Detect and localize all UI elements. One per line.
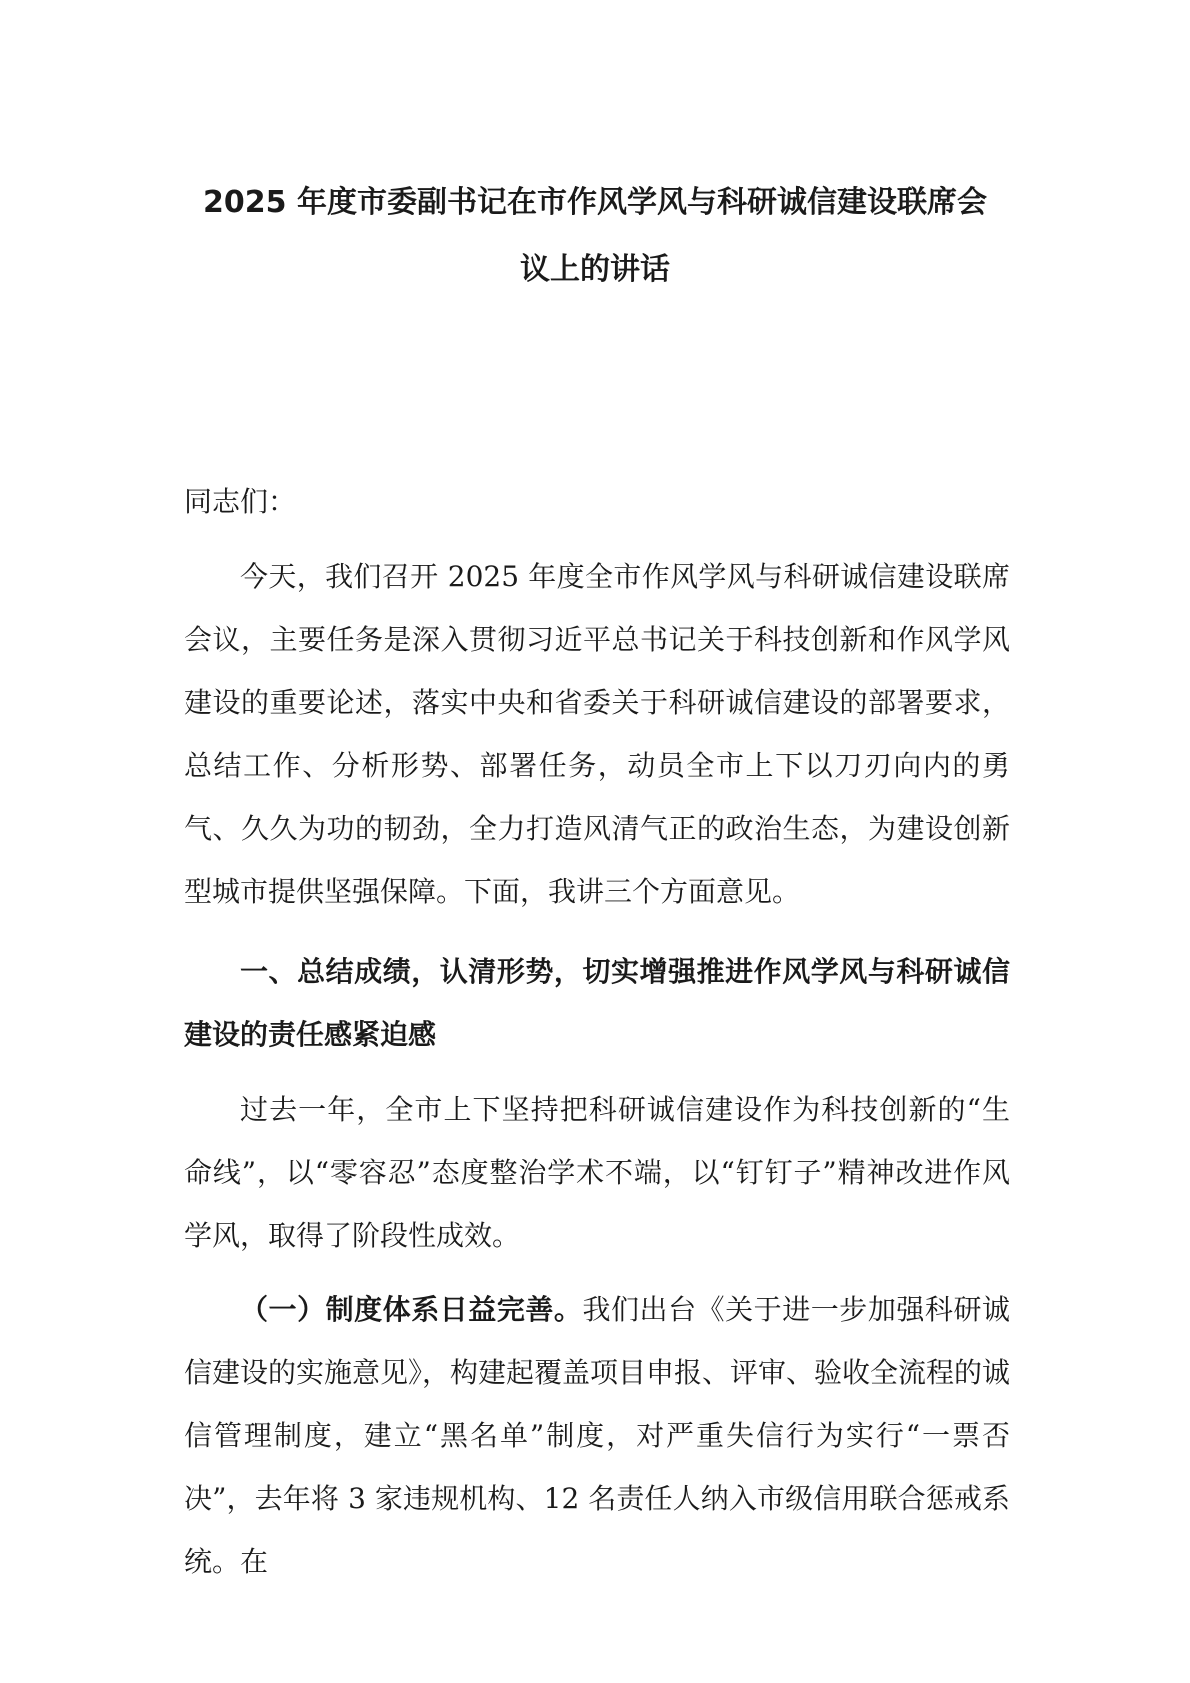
opening-paragraph: 今天，我们召开 2025 年度全市作风学风与科研诚信建设联席会议，主要任务是深入贯彻习近平总书记关于科技创新和作风学风建设的重要论述，落实中央和省委关于科研诚信建设的部署要求，总结工作、分析形势、部署任务，动员全市上下以刀刃向内的勇气、久久为功的韧劲，全力打造风清气正的政治生态，为建设创新型城市提供坚强保障。下面，我讲三个方面意见。 [184, 560, 1010, 908]
subsection-1-text: 我们出台《关于进一步加强科研诚信建设的实施意见》，构建起覆盖项目申报、评审、验收全流程的诚信管理制度，建立“黑名单”制度，对严重失信行为实行“一票否决”，去年将 3 家违规机构、12 名责任人纳入市级信用联合惩戒系统。在 [184, 1293, 1011, 1578]
subsection-heading-1: （一）制度体系日益完善。 [240, 1293, 583, 1326]
section-1-paragraph: 过去一年，全市上下坚持把科研诚信建设作为科技创新的“生命线”，以“零容忍”态度整治学术不端，以“钉钉子”精神改进作风学风，取得了阶段性成效。 [184, 1093, 1010, 1252]
salutation: 同志们： [184, 485, 297, 518]
document-title-line-2: 议上的讲话 [520, 252, 670, 287]
document-title-line-1: 2025 年度市委副书记在市作风学风与科研诚信建设联席会 [203, 185, 987, 220]
subsection-1-paragraph [184, 1278, 1010, 1593]
section-heading-1: 一、总结成绩，认清形势，切实增强推进作风学风与科研诚信建设的责任感紧迫感 [184, 955, 1010, 1051]
